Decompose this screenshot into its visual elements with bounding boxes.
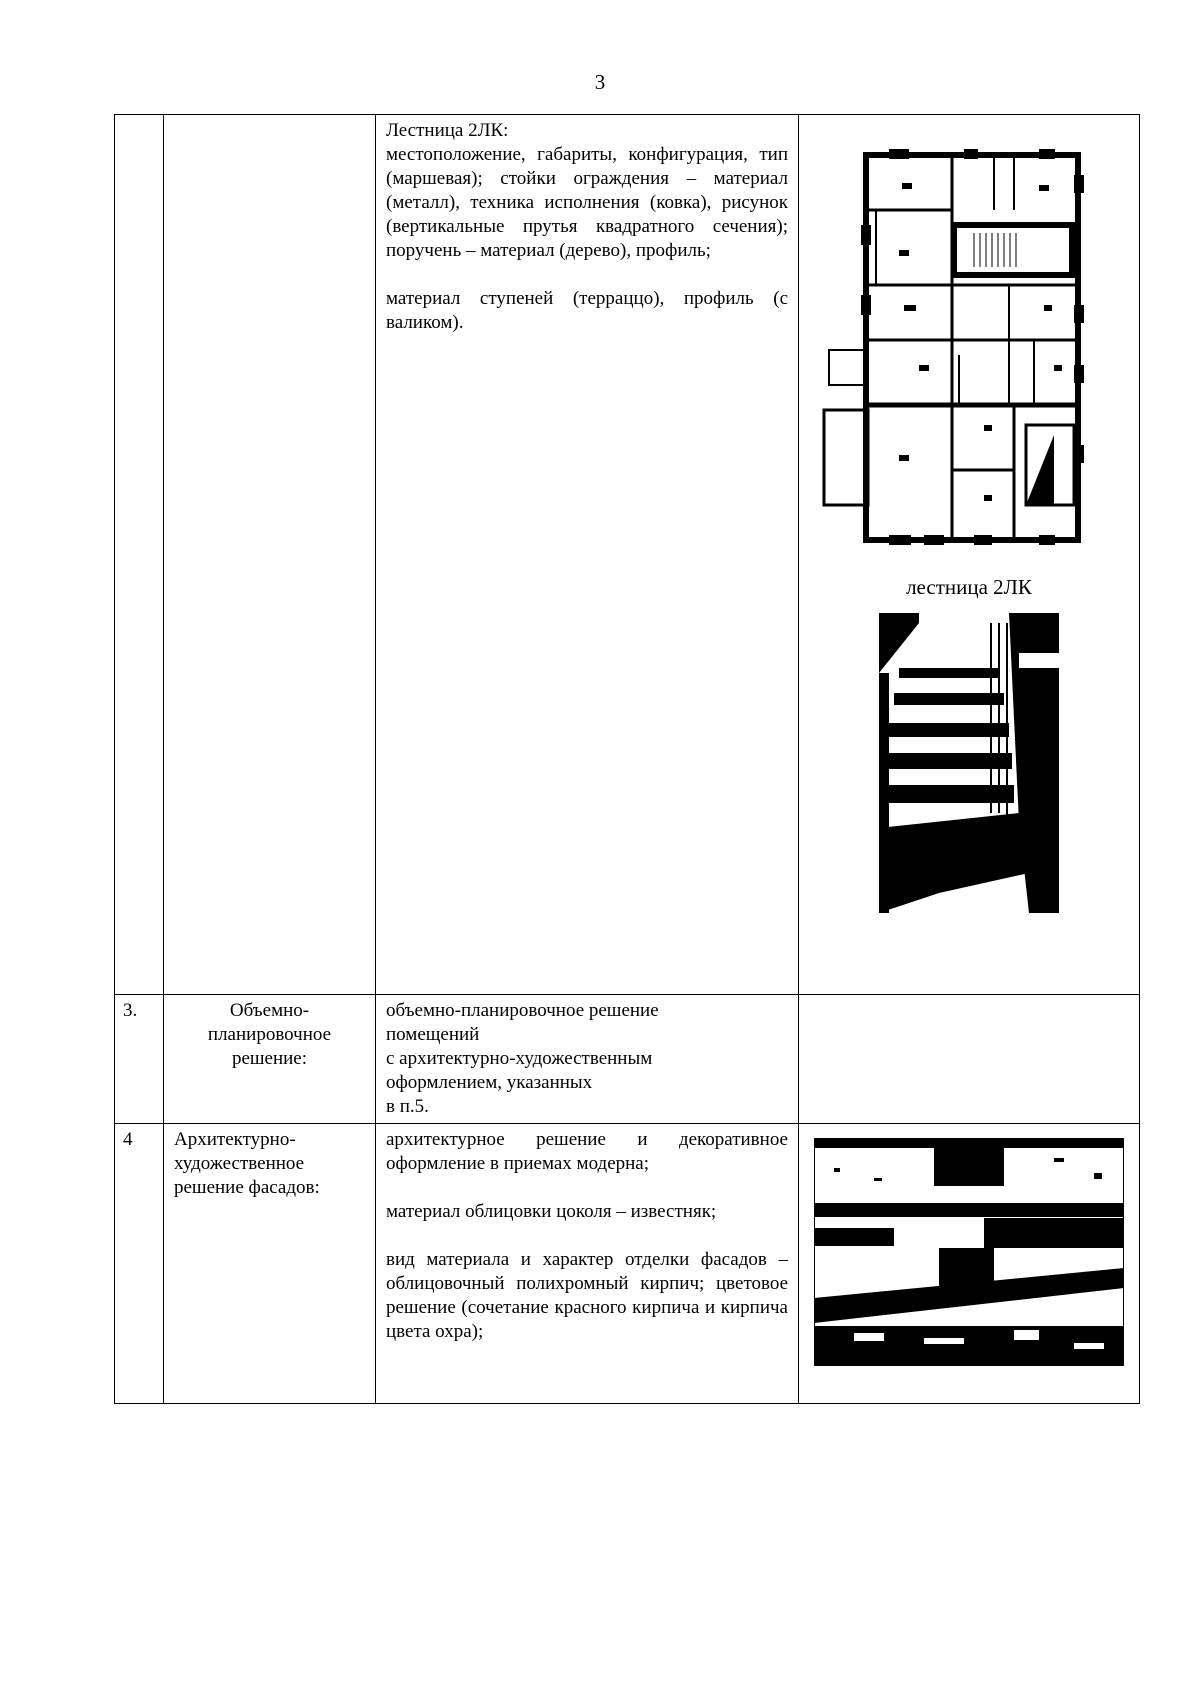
stair-num-cell (115, 115, 164, 995)
stair-image-caption: лестница 2ЛК (906, 575, 1032, 599)
row-3-desc-line-2: помещений (386, 1024, 480, 1045)
row-4-paragraph-3: вид материала и характер отделки фасадов – облицовочный полихромный кирпич; цветовое решение (сочетание красного кирпича и кирпича цвета охра); (386, 1249, 788, 1342)
row-3-title-line-3: решение: (231, 1048, 308, 1069)
row-4-title-line-1: Архитектурно- (174, 1129, 296, 1150)
stair-image-cell (799, 115, 1140, 995)
page-number: 3 (594, 70, 606, 94)
stair-title-cell (164, 115, 376, 995)
row-4-num: 4 (115, 1124, 164, 1404)
row-3-description (376, 995, 799, 1124)
facade-photo (814, 1138, 1124, 1366)
row-4-paragraph-2: материал облицовки цоколя – известняк; (386, 1201, 717, 1222)
row-4-image-cell (799, 1124, 1140, 1404)
stair-description-cell (376, 115, 799, 995)
table-row-3 (115, 995, 1140, 1124)
row-3-desc-line-4: оформлением, указанных (386, 1072, 593, 1093)
table-row-4 (115, 1124, 1140, 1404)
row-3-title (164, 995, 376, 1124)
stair-description: местоположение, габариты, конфигурация, тип (маршевая); стойки ограждения – материал (металл), техника исполнения (ковка), рисунок (вертикальные прутья квадратного сечения); поручень – материал (дерево), профиль; (386, 144, 788, 261)
row-4-description (376, 1124, 799, 1404)
row-3-num: 3. (115, 995, 164, 1124)
row-3-image-cell (799, 995, 1140, 1124)
row-3-title-line-1: Объемно- (229, 1000, 310, 1021)
row-4-title-line-3: решение фасадов: (174, 1177, 320, 1198)
row-4-title-line-2: художественное (174, 1153, 305, 1174)
table-row-stair (115, 115, 1140, 995)
row-3-desc-line-1: объемно-планировочное решение (386, 1000, 659, 1021)
row-3-desc-line-5: в п.5. (386, 1096, 429, 1117)
floor-plan-image (804, 125, 1134, 565)
stair-heading: Лестница 2ЛК: (386, 120, 509, 141)
stair-steps-material: материал ступеней (терраццо), профиль (с валиком). (386, 288, 788, 333)
row-4-paragraph-1: архитектурное решение и декоративное оформление в приемах модерна; (386, 1129, 788, 1174)
row-3-title-line-2: планировочное (207, 1024, 332, 1045)
row-4-title (164, 1124, 376, 1404)
specification-table (114, 114, 1140, 1404)
staircase-photo (879, 613, 1059, 913)
row-3-desc-line-3: с архитектурно-художественным (386, 1048, 653, 1069)
